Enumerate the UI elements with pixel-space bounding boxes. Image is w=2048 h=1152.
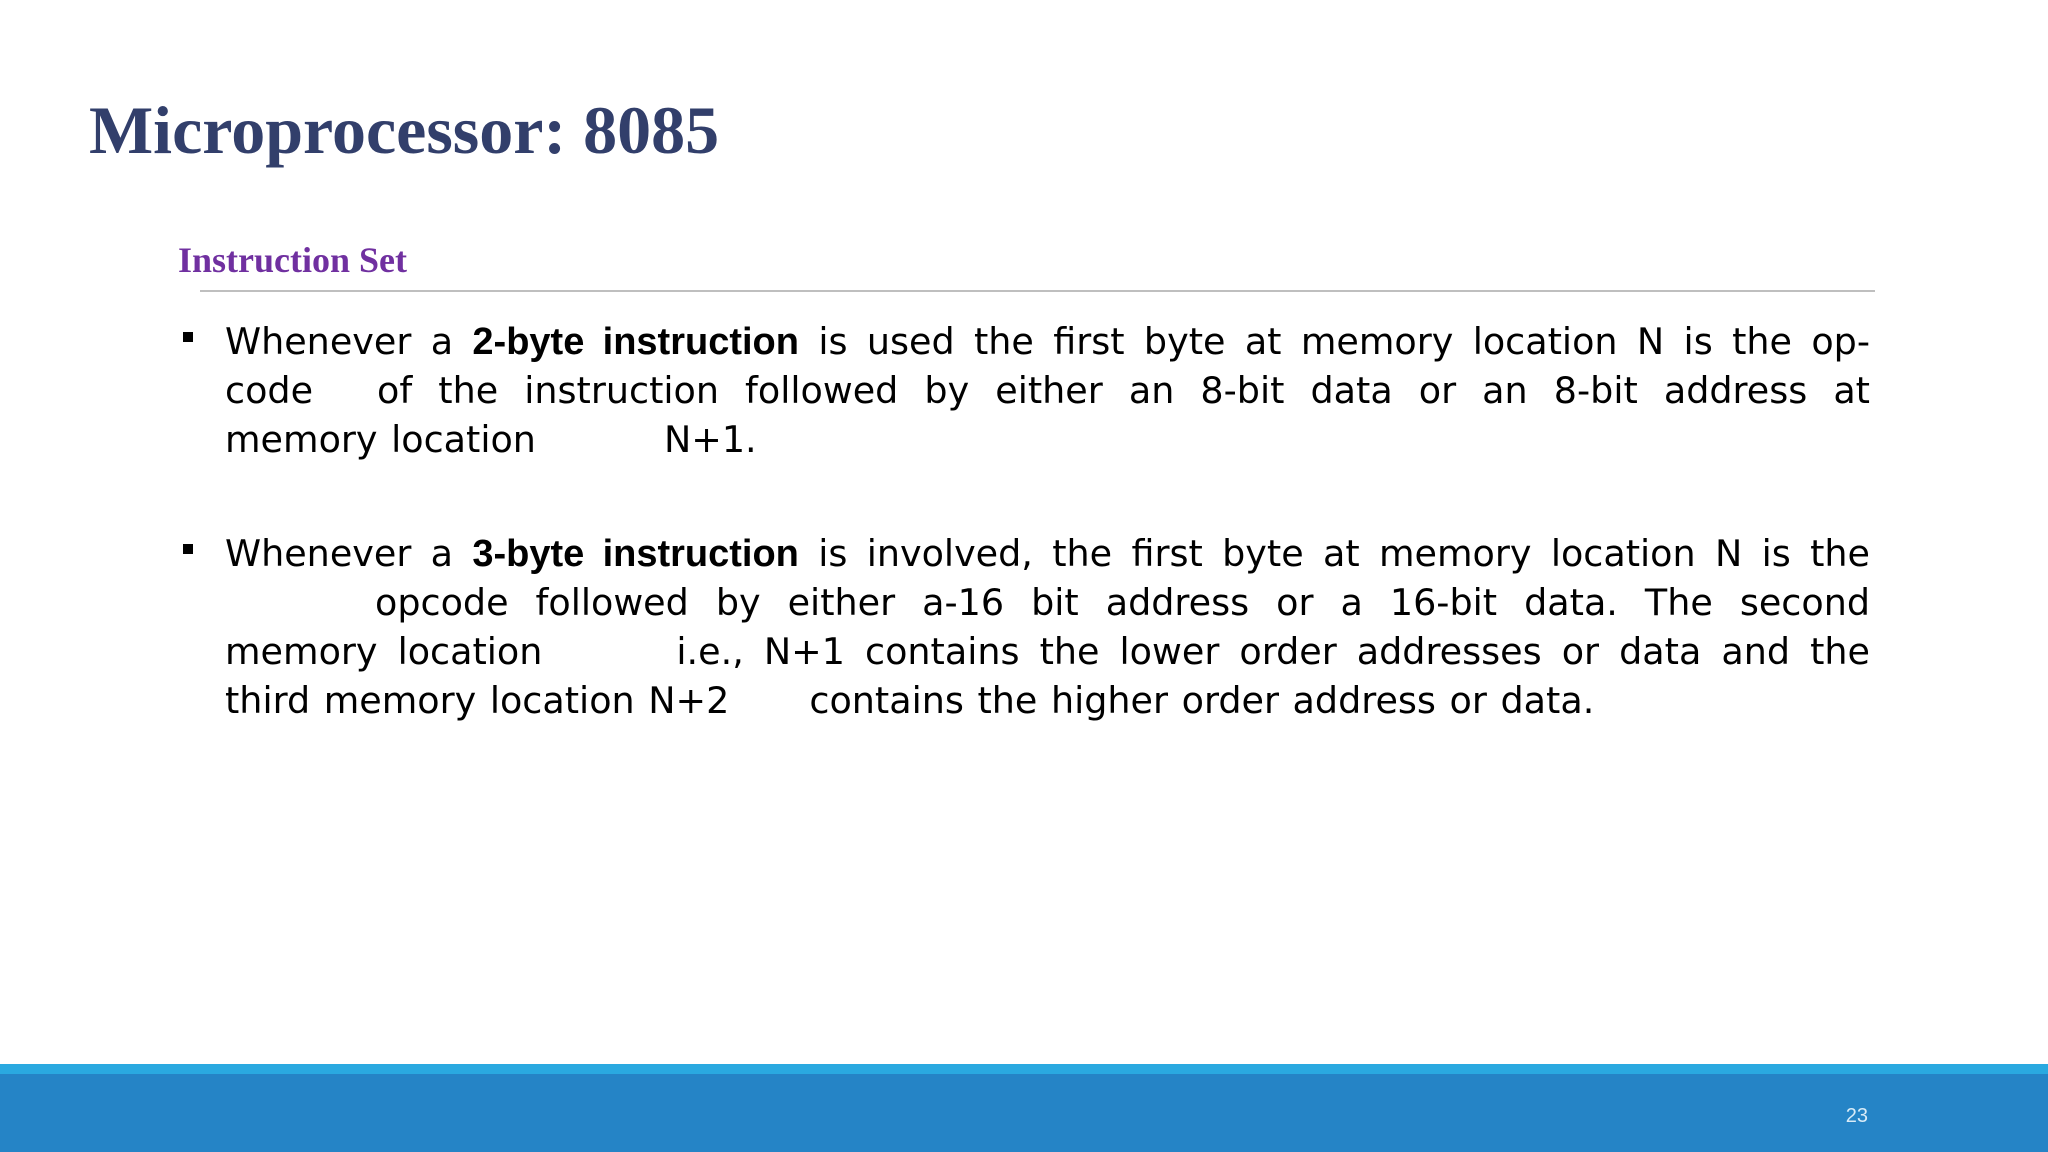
bullet-text-part: Whenever a [225,320,473,363]
bullet-text-part: is involved, the first byte at memory location N is the [798,532,1870,576]
bullet-text-part: is used the first byte at memory location N is the op-code [225,320,1870,412]
list-item [178,318,1870,464]
footer-stripe [0,1064,2048,1074]
page-number: 23 [1845,1105,1868,1127]
bullet-text-part: i.e., N+1 contains the lower order addresses or data and the third memory location N+2 [225,629,1870,722]
bullet-text-part: opcode followed by either a-16 bit address or a 16-bit data. The second memory location [225,581,1870,673]
bullet-text-part: of the instruction followed by either an 8-bit data or an 8-bit address at memory location [225,368,1870,461]
section-divider [200,290,1875,292]
bullet-text-part: contains the higher order address or data. [809,678,1595,722]
bullet-text-part: N+1. [663,417,757,461]
bullet-text [225,318,1870,464]
square-bullet-icon [183,544,193,554]
bullet-text [225,530,1870,725]
bold-term: 3-byte instruction [472,533,799,576]
slide-title: Microprocessor: 8085 [89,92,720,168]
square-bullet-icon [183,332,193,342]
list-item [178,530,1870,725]
footer-bar [0,1074,2048,1152]
bold-term: 2-byte instruction [472,321,799,363]
bullet-list [178,318,1870,792]
section-heading: Instruction Set [178,240,408,280]
bullet-text-part: Whenever a [225,532,473,576]
